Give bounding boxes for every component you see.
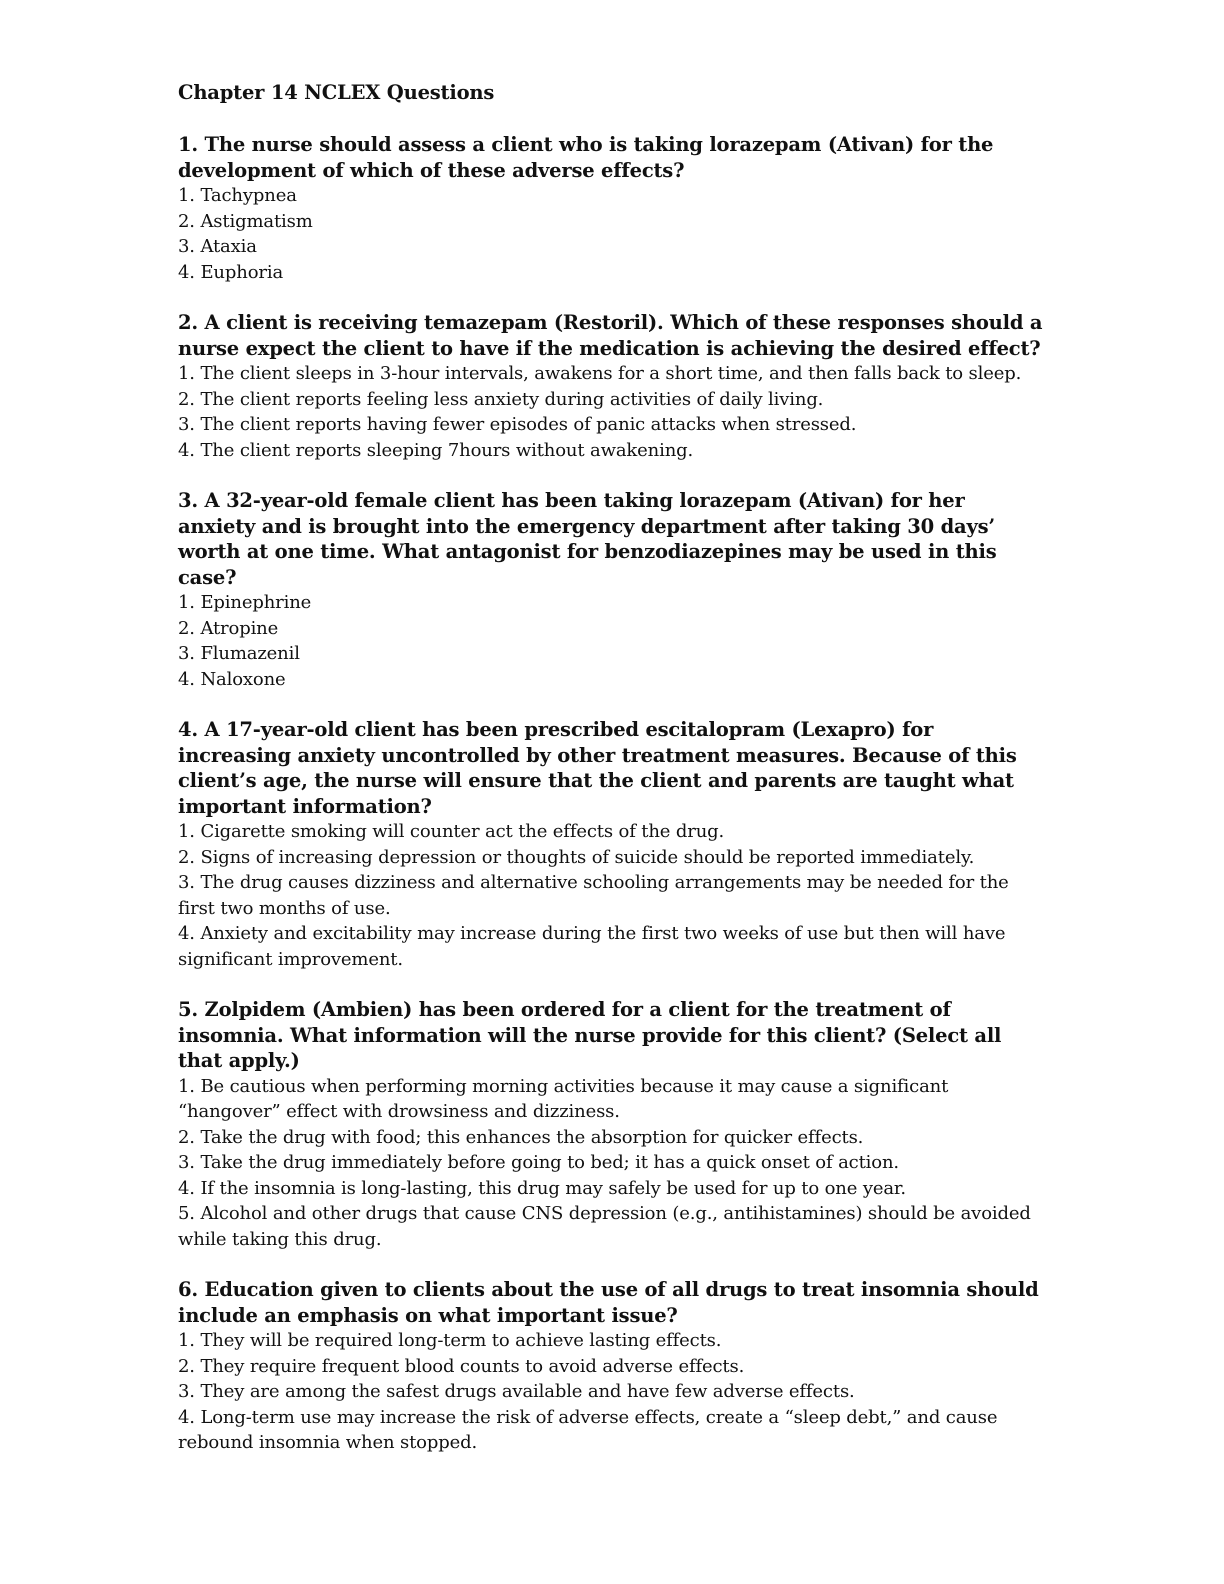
- answer-option: 3. Take the drug immediately before going to bed; it has a quick onset of action.: [178, 1152, 899, 1173]
- option-list: [178, 1074, 1048, 1253]
- answer-option: 2. Atropine: [178, 617, 279, 639]
- answer-option: 2. They require frequent blood counts to avoid adverse effects.: [178, 1355, 745, 1377]
- page-title: Chapter 14 NCLEX Questions: [178, 81, 495, 104]
- question-text: 3. A 32-year-old female client has been taking lorazepam (Ativan) for her anxiety and is brought into the emergency department after taking 30 days’ worth at one time. What antagonist for benzodiazepines may be used in this case?: [178, 489, 997, 589]
- answer-option: 1. They will be required long-term to achieve lasting effects.: [178, 1330, 722, 1351]
- question-4: [178, 717, 1048, 972]
- answer-option: 1. Epinephrine: [178, 592, 312, 613]
- answer-option: 1. Be cautious when performing morning activities because it may cause a significant “hangover” effect with drowsiness and dizziness.: [178, 1075, 949, 1122]
- answer-option: 1. Cigarette smoking will counter act the effects of the drug.: [178, 821, 725, 842]
- option-list: [178, 590, 1048, 692]
- question-text: 2. A client is receiving temazepam (Restoril). Which of these responses should a nurse expect the client to have if the medication is achieving the desired effect?: [178, 311, 1043, 360]
- answer-option: 3. The drug causes dizziness and alternative schooling arrangements may be needed for the first two months of use.: [178, 872, 1009, 919]
- option-list: [178, 361, 1048, 463]
- answer-option: 5. Alcohol and other drugs that cause CNS depression (e.g., antihistamines) should be avoided while taking this drug.: [178, 1203, 1031, 1250]
- answer-option: 4. If the insomnia is long-lasting, this drug may safely be used for up to one year.: [178, 1177, 906, 1199]
- answer-option: 2. Astigmatism: [178, 210, 313, 232]
- answer-option: 2. Take the drug with food; this enhances the absorption for quicker effects.: [178, 1126, 864, 1148]
- answer-option: 4. Euphoria: [178, 261, 284, 283]
- option-list: [178, 1328, 1048, 1456]
- answer-option: 1. The client sleeps in 3-hour intervals, awakens for a short time, and then falls back to sleep.: [178, 363, 1022, 384]
- answer-option: 4. Anxiety and excitability may increase during the first two weeks of use but then will have significant improvement.: [178, 923, 1006, 970]
- answer-option: 3. They are among the safest drugs available and have few adverse effects.: [178, 1381, 855, 1402]
- question-1: [178, 132, 1048, 285]
- question-5: [178, 997, 1048, 1252]
- question-text: 4. A 17-year-old client has been prescribed escitalopram (Lexapro) for increasing anxiety uncontrolled by other treatment measures. Because of this client’s age, the nurse will ensure that the client and parents are taught what important information?: [178, 718, 1017, 818]
- answer-option: 4. The client reports sleeping 7hours without awakening.: [178, 439, 694, 461]
- answer-option: 3. Ataxia: [178, 236, 257, 257]
- question-2: [178, 310, 1048, 463]
- question-text: 1. The nurse should assess a client who is taking lorazepam (Ativan) for the development of which of these adverse effects?: [178, 133, 994, 182]
- question-text: 5. Zolpidem (Ambien) has been ordered for a client for the treatment of insomnia. What information will the nurse provide for this client? (Select all that apply.): [178, 998, 1002, 1072]
- question-text: 6. Education given to clients about the use of all drugs to treat insomnia should include an emphasis on what important issue?: [178, 1278, 1039, 1327]
- document-page: [178, 80, 1048, 1481]
- answer-option: 1. Tachypnea: [178, 185, 297, 206]
- question-6: [178, 1277, 1048, 1456]
- option-list: [178, 819, 1048, 972]
- answer-option: 4. Naloxone: [178, 668, 286, 690]
- question-3: [178, 488, 1048, 692]
- answer-option: 2. Signs of increasing depression or thoughts of suicide should be reported immediately.: [178, 846, 975, 868]
- answer-option: 2. The client reports feeling less anxiety during activities of daily living.: [178, 388, 824, 410]
- answer-option: 4. Long-term use may increase the risk of adverse effects, create a “sleep debt,” and cause rebound insomnia when stopped.: [178, 1406, 998, 1453]
- option-list: [178, 183, 1048, 285]
- answer-option: 3. The client reports having fewer episodes of panic attacks when stressed.: [178, 414, 857, 435]
- answer-option: 3. Flumazenil: [178, 643, 300, 664]
